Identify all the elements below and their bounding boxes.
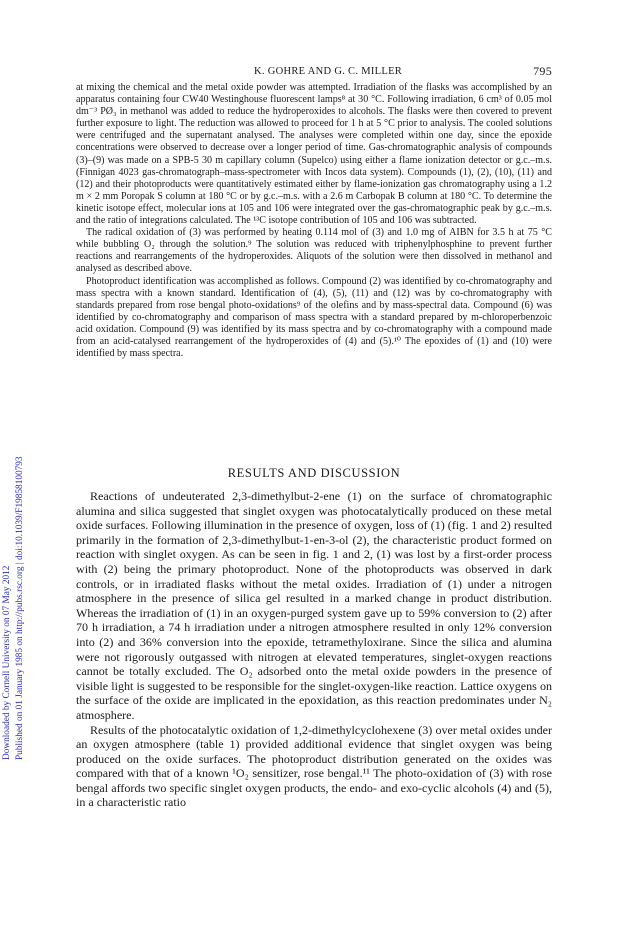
results-paragraph-1: Reactions of undeuterated 2,3-dimethylbut-2-ene (1) on the surface of chromatographic alumina and silica suggested that singlet oxygen was photocatalytically produced on these metal oxide surfaces. Following illumination in the presence of oxygen, loss of (1) (fig. 1 and 2) resulted primarily in the formation of 2,3-dimethylbut-1-en-3-ol (2), the characteristic product formed on reaction with singlet oxygen. As can be seen in fig. 1 and 2, (1) was lost by a first-order process with (2) being the primary photoproduct. None of the photoproducts was observed in dark controls, or in irradiated flasks without the metal oxides. Irradiation of (1) under a nitrogen atmosphere in the presence of silica gel resulted in a marked change in product distribution. Whereas the irradiation of (1) in an oxygen-purged system gave up to 59% conversion to (2) after 70 h irradiation, a 74 h irradiation under a nitrogen atmosphere resulted in only 12% conversion into (2) and 36% conversion into the epoxide, tetramethyloxirane. Since the silica and alumina were not rigorously outgassed with nitrogen at elevated temperatures, singlet-oxygen reactions cannot be totally excluded. The O₂ adsorbed onto the metal oxide powders in the presence of visible light is suggested to be responsible for the singlet-oxygen-like reaction. Lattice oxygens on the surface of the oxide are implicated in the epoxidation, as this reaction predominates under N₂ atmosphere. (76, 489, 552, 722)
experimental-section (76, 82, 552, 360)
download-watermark (1, 200, 27, 760)
results-section (76, 489, 552, 810)
experimental-paragraph-3: Photoproduct identification was accomplished as follows. Compound (2) was identified by co-chromatography and mass spectra with a known standard. Identification of (4), (5), (11) and (12) was by co-chromatography with standards prepared from rose bengal photo-oxidations⁹ of the olefins and by mass-spectral data. Compound (6) was identified by co-chromatography and comparison of mass spectra with a standard prepared by m-chloroperbenzoic acid oxidation. Compound (9) was identified by its mass spectra and by co-chromatography with a compound made from an acid-catalysed rearrangement of the hydroperoxides of (4) and (5).¹⁰ The epoxides of (1) and (10) were identified by mass spectra. (76, 275, 552, 360)
publication-note[interactable]: Published on 01 January 1985 on http://pubs.rsc.org | doi:10.1039/F19858100793 (15, 456, 25, 760)
section-heading: RESULTS AND DISCUSSION (227, 466, 401, 480)
page-number: 795 (533, 64, 552, 78)
results-paragraph-2: Results of the photocatalytic oxidation of 1,2-dimethylcyclohexene (3) over metal oxides under an oxygen atmosphere (table 1) provided additional evidence that singlet oxygen was being produced on the oxide surfaces. The photoproduct distribution generated on the oxides was compared with that of a known ¹O₂ sensitizer, rose bengal.¹¹ The photo-oxidation of (3) with rose bengal affords two specific singlet oxygen products, the endo- and exo-cyclic alcohols (4) and (5), in a characteristic ratio (76, 722, 552, 810)
download-note[interactable]: Downloaded by Cornell University on 07 May 2012 (2, 565, 12, 760)
experimental-paragraph-2: The radical oxidation of (3) was performed by heating 0.114 mol of (3) and 1.0 mg of AIBN for 3.5 h at 75 °C while bubbling O₂ through the solution.⁹ The solution was reduced with triphenylphosphine to prevent further reactions and rearrangements of the hydroperoxides. Aliquots of the solution were then dissolved in methanol and analysed as described above. (76, 227, 552, 275)
experimental-paragraph-1: at mixing the chemical and the metal oxide powder was attempted. Irradiation of the flasks was accomplished by an apparatus containing four CW40 Westinghouse fluorescent lamps⁸ at 30 °C. Following irradiation, 6 cm³ of 0.05 mol dm⁻³ PØ₃ in methanol was added to reduce the hydroperoxides to alcohols. The flasks were then covered to prevent further exposure to light. The reduction was allowed to proceed for 1 h at 5 °C prior to analysis. The cooled solutions were centrifuged and the supernatant analysed. The analyses were completed within one day, since the epoxide concentrations were observed to decrease over a longer period of time. Gas-chromatographic analysis of compounds (3)–(9) was made on a SPB-5 30 m capillary column (Supelco) using either a flame ionization detector or g.c.–m.s. (Finnigan 4023 gas-chromatograph–mass-spectrometer with Incos data system). Compounds (1), (2), (10), (11) and (12) and their photoproducts were quantitatively estimated either by flame-ionization gas chromatography using a 1.2 m × 2 mm Poropak S column at 180 °C or by g.c.–m.s. with a 2.6 m Carbopak B column at 180 °C. To determine the kinetic isotope effect, molecular ions at 105 and 106 were integrated over the gas-chromatographic peak by g.c.–m.s. and the ratio of integrations calculated. The ¹³C isotope contribution of 105 and 106 was subtracted. (76, 82, 552, 227)
running-head-authors: K. GOHRE AND G. C. MILLER (254, 66, 403, 77)
